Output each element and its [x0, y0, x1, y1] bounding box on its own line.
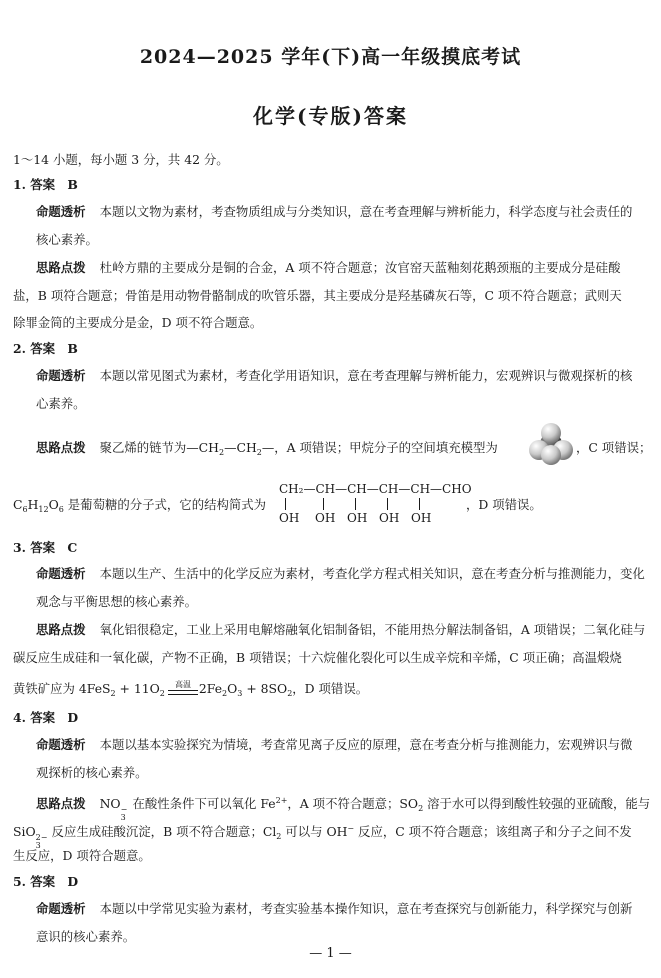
hydroxyl-label: OH — [315, 511, 336, 525]
page-number: — 1 — — [309, 946, 352, 961]
bond-line — [419, 498, 420, 510]
q3-hint: 思路点拨 氧化铝很稳定，工业上采用电解熔融氧化铝制备铝，不能用热分解法制备铝，A 项错误；二氧化硅与 — [36, 622, 646, 637]
q3-analysis-cont: 观念与平衡思想的核心素养。 — [36, 594, 198, 609]
q5-answer: 5. 答案 D — [13, 874, 79, 889]
q1-analysis-cont: 核心素养。 — [36, 232, 98, 247]
q2-hint-cont: $C_6H_{12}O_6$ 是葡萄糖的分子式，它的结构简式为 — [13, 497, 267, 514]
exam-title: 2024—2025 学年(下)高一年级摸底考试 — [139, 46, 522, 68]
q2-hint: 思路点拨 聚乙烯的链节为$—CH_2—CH_2—$，A 项错误；甲烷分子的空间填充模型为 — [36, 440, 498, 457]
q5-analysis-cont: 意识的核心素养。 — [36, 929, 136, 944]
q2-analysis-cont: 心素养。 — [36, 396, 86, 411]
label-hint: 思路点拨 — [36, 796, 86, 811]
q1-hint-cont2: 除罪金简的主要成分是金，D 项不符合题意。 — [13, 315, 263, 330]
q3-hint-cont2: 黄铁矿应为 $4FeS_2 + 11O_2$ $2Fe_2O_3 + 8SO_2$，D 项错误。 — [13, 681, 369, 698]
glucose-structural-formula — [279, 482, 472, 528]
hydroxyl-label: OH — [379, 511, 400, 525]
label-hint: 思路点拨 — [36, 260, 86, 275]
q2-hint-cont-end: ，D 项错误。 — [466, 497, 542, 512]
q2-hint-end: ，C 项错误； — [576, 440, 652, 455]
q1-hint: 思路点拨 杜岭方鼎的主要成分是铜的合金，A 项不符合题意；汝官窑天蓝釉刻花鹅颈瓶的主要成分是硅酸 — [36, 260, 621, 275]
hydroxyl-label: OH — [411, 511, 432, 525]
q4-analysis: 命题透析 本题以基本实验探究为情境，考查常见离子反应的原理，意在考查分析与推测能力，宏观辨识与微 — [36, 737, 633, 752]
label-hint: 思路点拨 — [36, 440, 86, 455]
intro-line: 1～14 小题，每小题 3 分，共 42 分。 — [13, 152, 229, 167]
label-analysis: 命题透析 — [36, 901, 86, 916]
label-analysis: 命题透析 — [36, 566, 86, 581]
bond-line — [387, 498, 388, 510]
q1-analysis: 命题透析 本题以文物为素材，考查物质组成与分类知识，意在考查理解与辨析能力，科学态度与社会责任的 — [36, 204, 633, 219]
q1-hint-cont1: 盐，B 项符合题意；骨笛是用动物骨骼制成的吹管乐器，其主要成分是羟基磷灰石等，C 项不符合题意；武则天 — [13, 288, 622, 303]
q3-analysis: 命题透析 本题以生产、生活中的化学反应为素材，考查化学方程式相关知识，意在考查分析与推测能力，变化 — [36, 566, 645, 581]
q4-hint: 思路点拨 NO − 3 在酸性条件下可以氧化 $Fe^{2+}$，A 项不符合题意；$SO_2$ 溶于水可以得到酸性较强的亚硫酸，能与 — [36, 796, 651, 822]
q4-hint-cont2: 生反应，D 项符合题意。 — [13, 848, 151, 863]
q5-analysis: 命题透析 本题以中学常见实验为素材，考查实验基本操作知识，意在考查探究与创新能力，科学探究与创新 — [36, 901, 633, 916]
hydroxyl-label: OH — [347, 511, 368, 525]
bond-line — [355, 498, 356, 510]
bond-line — [323, 498, 324, 510]
q1-answer: 1. 答案 B — [13, 177, 78, 192]
label-analysis: 命题透析 — [36, 204, 86, 219]
label-hint: 思路点拨 — [36, 622, 86, 637]
q2-answer: 2. 答案 B — [13, 341, 78, 356]
q2-analysis: 命题透析 本题以常见图式为素材，考查化学用语知识，意在考查理解与辨析能力，宏观辨识与微观探析的核 — [36, 368, 633, 383]
hydroxyl-label: OH — [279, 511, 300, 525]
label-analysis: 命题透析 — [36, 368, 86, 383]
methane-space-filling-model — [528, 422, 574, 466]
reaction-condition: 高温 — [175, 680, 191, 689]
q3-hint-cont1: 碳反应生成硅和一氧化碳，产物不正确，B 项错误；十六烷催化裂化可以生成辛烷和辛烯，C 项正确；高温煅烧 — [13, 650, 622, 665]
q4-hint-cont1: SiO 2− 3 反应生成硅酸沉淀，B 项不符合题意；$Cl_2$ 可以与 OH− 反应，C 项不符合题意；该组离子和分子之间不发 — [13, 824, 632, 850]
exam-subtitle: 化学(专版)答案 — [253, 104, 408, 128]
q4-answer: 4. 答案 D — [13, 710, 79, 725]
label-analysis: 命题透析 — [36, 737, 86, 752]
q4-analysis-cont: 观探析的核心素养。 — [36, 765, 148, 780]
formula-chain: CH₂—CH—CH—CH—CH—CHO — [279, 482, 472, 496]
q3-answer: 3. 答案 C — [13, 540, 78, 555]
bond-line — [285, 498, 286, 510]
